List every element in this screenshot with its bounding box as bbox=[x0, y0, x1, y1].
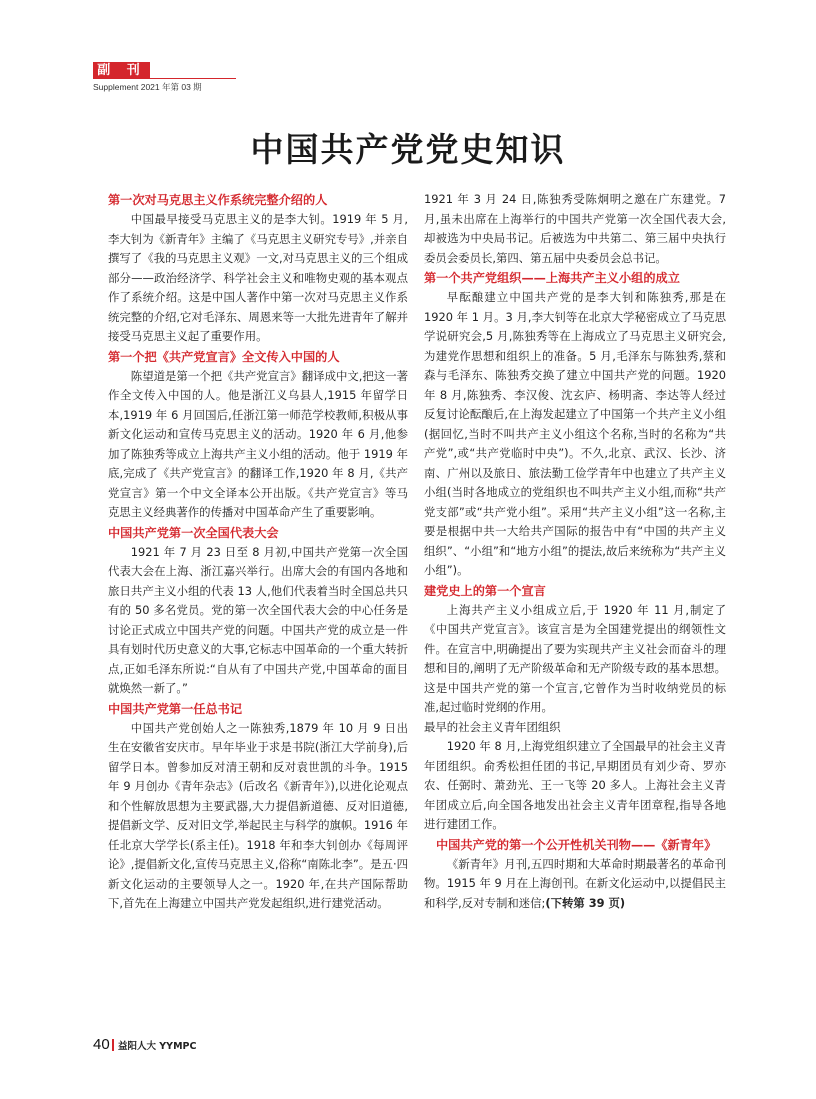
section-heading: 建党史上的第一个宣言 bbox=[424, 583, 546, 598]
paragraph bbox=[108, 543, 408, 699]
paragraph-text: 中国共产党创始人之一陈独秀,1879 年 10 月 9 日出生在安徽省安庆市。早年毕业于求是书院(浙江大学前身),后留学日本。曾参加反对清王朝和反对袁世凯的斗争。1915 年 9 月创办《青年杂志》(后改名《新青年》),以进化论观点和个性解放思想为主要武器,大力提倡新道德、反对旧道德,提倡新文学、反对旧文学,举起民主与科学的旗帜。1916 年任北京大学学长(系主任)。1918 年和李大钊创办《每周评论》,提倡新文化,宣传马克思主义,俗称“南陈北李”。是五·四新文化运动的主要领导人之一。1920 年,在共产国际帮助下,首先在上海建立中国共产党发起组织,进行建党活动。 bbox=[108, 720, 408, 910]
paragraph bbox=[108, 210, 408, 347]
paragraph-text: 1920 年 8 月,上海党组织建立了全国最早的社会主义青年团组织。俞秀松担任团的书记,早期团员有刘少奇、罗亦农、任弼时、萧劲光、王一飞等 20 多人。上海社会主义青年团成立后,向全国各地发出社会主义青年团章程,指导各地进行建团工作。 bbox=[424, 739, 726, 831]
paragraph-text: 1921 年 7 月 23 日至 8 月初,中国共产党第一次全国代表大会在上海、浙江嘉兴举行。出席大会的有国内各地和旅日共产主义小组的代表 13 人,他们代表着当时全国总共只有的 50 多名党员。党的第一次全国代表大会的中心任务是讨论正式成立中国共产党的问题。中国共产党的成立是一件具有划时代历史意义的大事,它标志中国革命的一个重大转折点,正如毛泽东所说:“自从有了中国共产党,中国革命的面目就焕然一新了。” bbox=[108, 544, 408, 695]
left-column bbox=[108, 190, 408, 914]
paragraph-text: 上海共产主义小组成立后,于 1920 年 11 月,制定了《中国共产党宣言》。该宣言是为全国建党提出的纲领性文件。在宣言中,明确提出了要为实现共产主义社会而奋斗的理想和目的,阐明了无产阶级革命和无产阶级专政的基本思想。这是中国共产党的第一个宣言,它曾作为当时收纳党员的标准,起过临时党纲的作用。 bbox=[424, 602, 726, 714]
paragraph bbox=[424, 601, 726, 718]
article-title: 中国共产党党史知识 bbox=[250, 130, 566, 169]
paragraph bbox=[424, 288, 726, 581]
section-heading: 中国共产党的第一个公开性机关刊物——《新青年》 bbox=[436, 837, 717, 852]
paragraph-text: 中国最早接受马克思主义的是李大钊。1919 年 5 月,李大钊为《新青年》主编了《马克思主义研究专号》,并亲自撰写了《我的马克思主义观》一文,对马克思主义的三个组成部分——政治经济学、科学社会主义和唯物史观的基本观点作了系统介绍。这是中国人著作中第一次对马克思主义作系统完整的介绍,它对毛泽东、周恩来等一大批先进青年了解并接受马克思主义起了重要作用。 bbox=[108, 212, 408, 343]
paragraph bbox=[424, 190, 726, 268]
paragraph-text: 最早的社会主义青年团组织 bbox=[424, 719, 561, 734]
paragraph bbox=[424, 737, 726, 835]
section-heading: 第一次对马克思主义作系统完整介绍的人 bbox=[108, 193, 328, 207]
section-heading: 中国共产党第一次全国代表大会 bbox=[108, 525, 279, 540]
paragraph bbox=[108, 719, 408, 914]
paragraph-text: 《新青年》月刊,五四时期和大革命时期最著名的革命刊物。1915 年 9 月在上海创刊。在新文化运动中,以提倡民主和科学,反对专制和迷信; bbox=[424, 856, 726, 910]
paragraph-text: 1921 年 3 月 24 日,陈独秀受陈炯明之邀在广东建党。7 月,虽未出席在上海举行的中国共产党第一次全国代表大会,却被选为中央局书记。后被选为中共第二、第三届中央执行委员会委员长,第四、第五届中央委员会总书记。 bbox=[424, 192, 726, 265]
section-heading: 第一个共产党组织——上海共产主义小组的成立 bbox=[424, 271, 680, 285]
paragraph bbox=[424, 855, 726, 914]
paragraph-text: 早酝酿建立中国共产党的是李大钊和陈独秀,那是在 1920 年 1 月。3 月,李大钊等在北京大学秘密成立了马克思学说研究会,5 月,陈独秀等在上海成立了马克思主义研究会,为建党作思想和组织上的准备。5 月,毛泽东与陈独秀,蔡和森与毛泽东、陈独秀交换了建立中国共产党的问题。1920 年 8 月,陈独秀、李汉俊、沈玄庐、杨明斋、李达等人经过反复讨论酝酿后,在上海发起建立了中国第一个共产主义小组(据回忆,当时不叫共产主义小组这个名称,当时的名称为“共产党”,或“共产党临时中央”)。不久,北京、武汉、长沙、济南、广州以及旅日、旅法勤工俭学青年中也建立了共产主义小组(当时各地成立的党组织也不叫共产主义小组,而称“共产党支部”或“共产党小组”。采用“共产主义小组”这一名称,主要是根据中共一大给共产国际的报告中有“中国的共产主义组织”、“小组”和“地方小组”的提法,故后来统称为“共产主义小组”)。 bbox=[424, 290, 726, 577]
section-heading: 第一个把《共产党宣言》全文传入中国的人 bbox=[108, 349, 340, 364]
footer-divider bbox=[112, 1039, 114, 1051]
page-number: 40 bbox=[93, 1036, 110, 1053]
continued-note: (下转第 39 页) bbox=[545, 895, 626, 910]
paragraph bbox=[424, 718, 726, 738]
right-column bbox=[424, 190, 726, 913]
issue-line: Supplement 2021 年第 03 期 bbox=[93, 82, 202, 92]
magazine-name: 益阳人大 YYMPC bbox=[118, 1041, 197, 1052]
header-rule bbox=[93, 78, 236, 79]
section-heading: 中国共产党第一任总书记 bbox=[108, 701, 243, 716]
paragraph bbox=[108, 367, 408, 523]
section-tag: 副 刊 bbox=[93, 62, 150, 79]
paragraph-text: 陈望道是第一个把《共产党宣言》翻译成中文,把这一著作全文传入中国的人。他是浙江义乌县人,1915 年留学日本,1919 年 6 月回国后,任浙江第一师范学校教师,积极从事新文化运动和宣传马克思主义的活动。1920 年 6 月,他参加了陈独秀等成立上海共产主义小组的活动。他于 1919 年底,完成了《共产党宣言》的翻译工作,1920 年 8 月,《共产党宣言》第一个中文全译本公开出版。《共产党宣言》等马克思主义经典著作的传播对中国革命产生了重要影响。 bbox=[108, 368, 408, 519]
